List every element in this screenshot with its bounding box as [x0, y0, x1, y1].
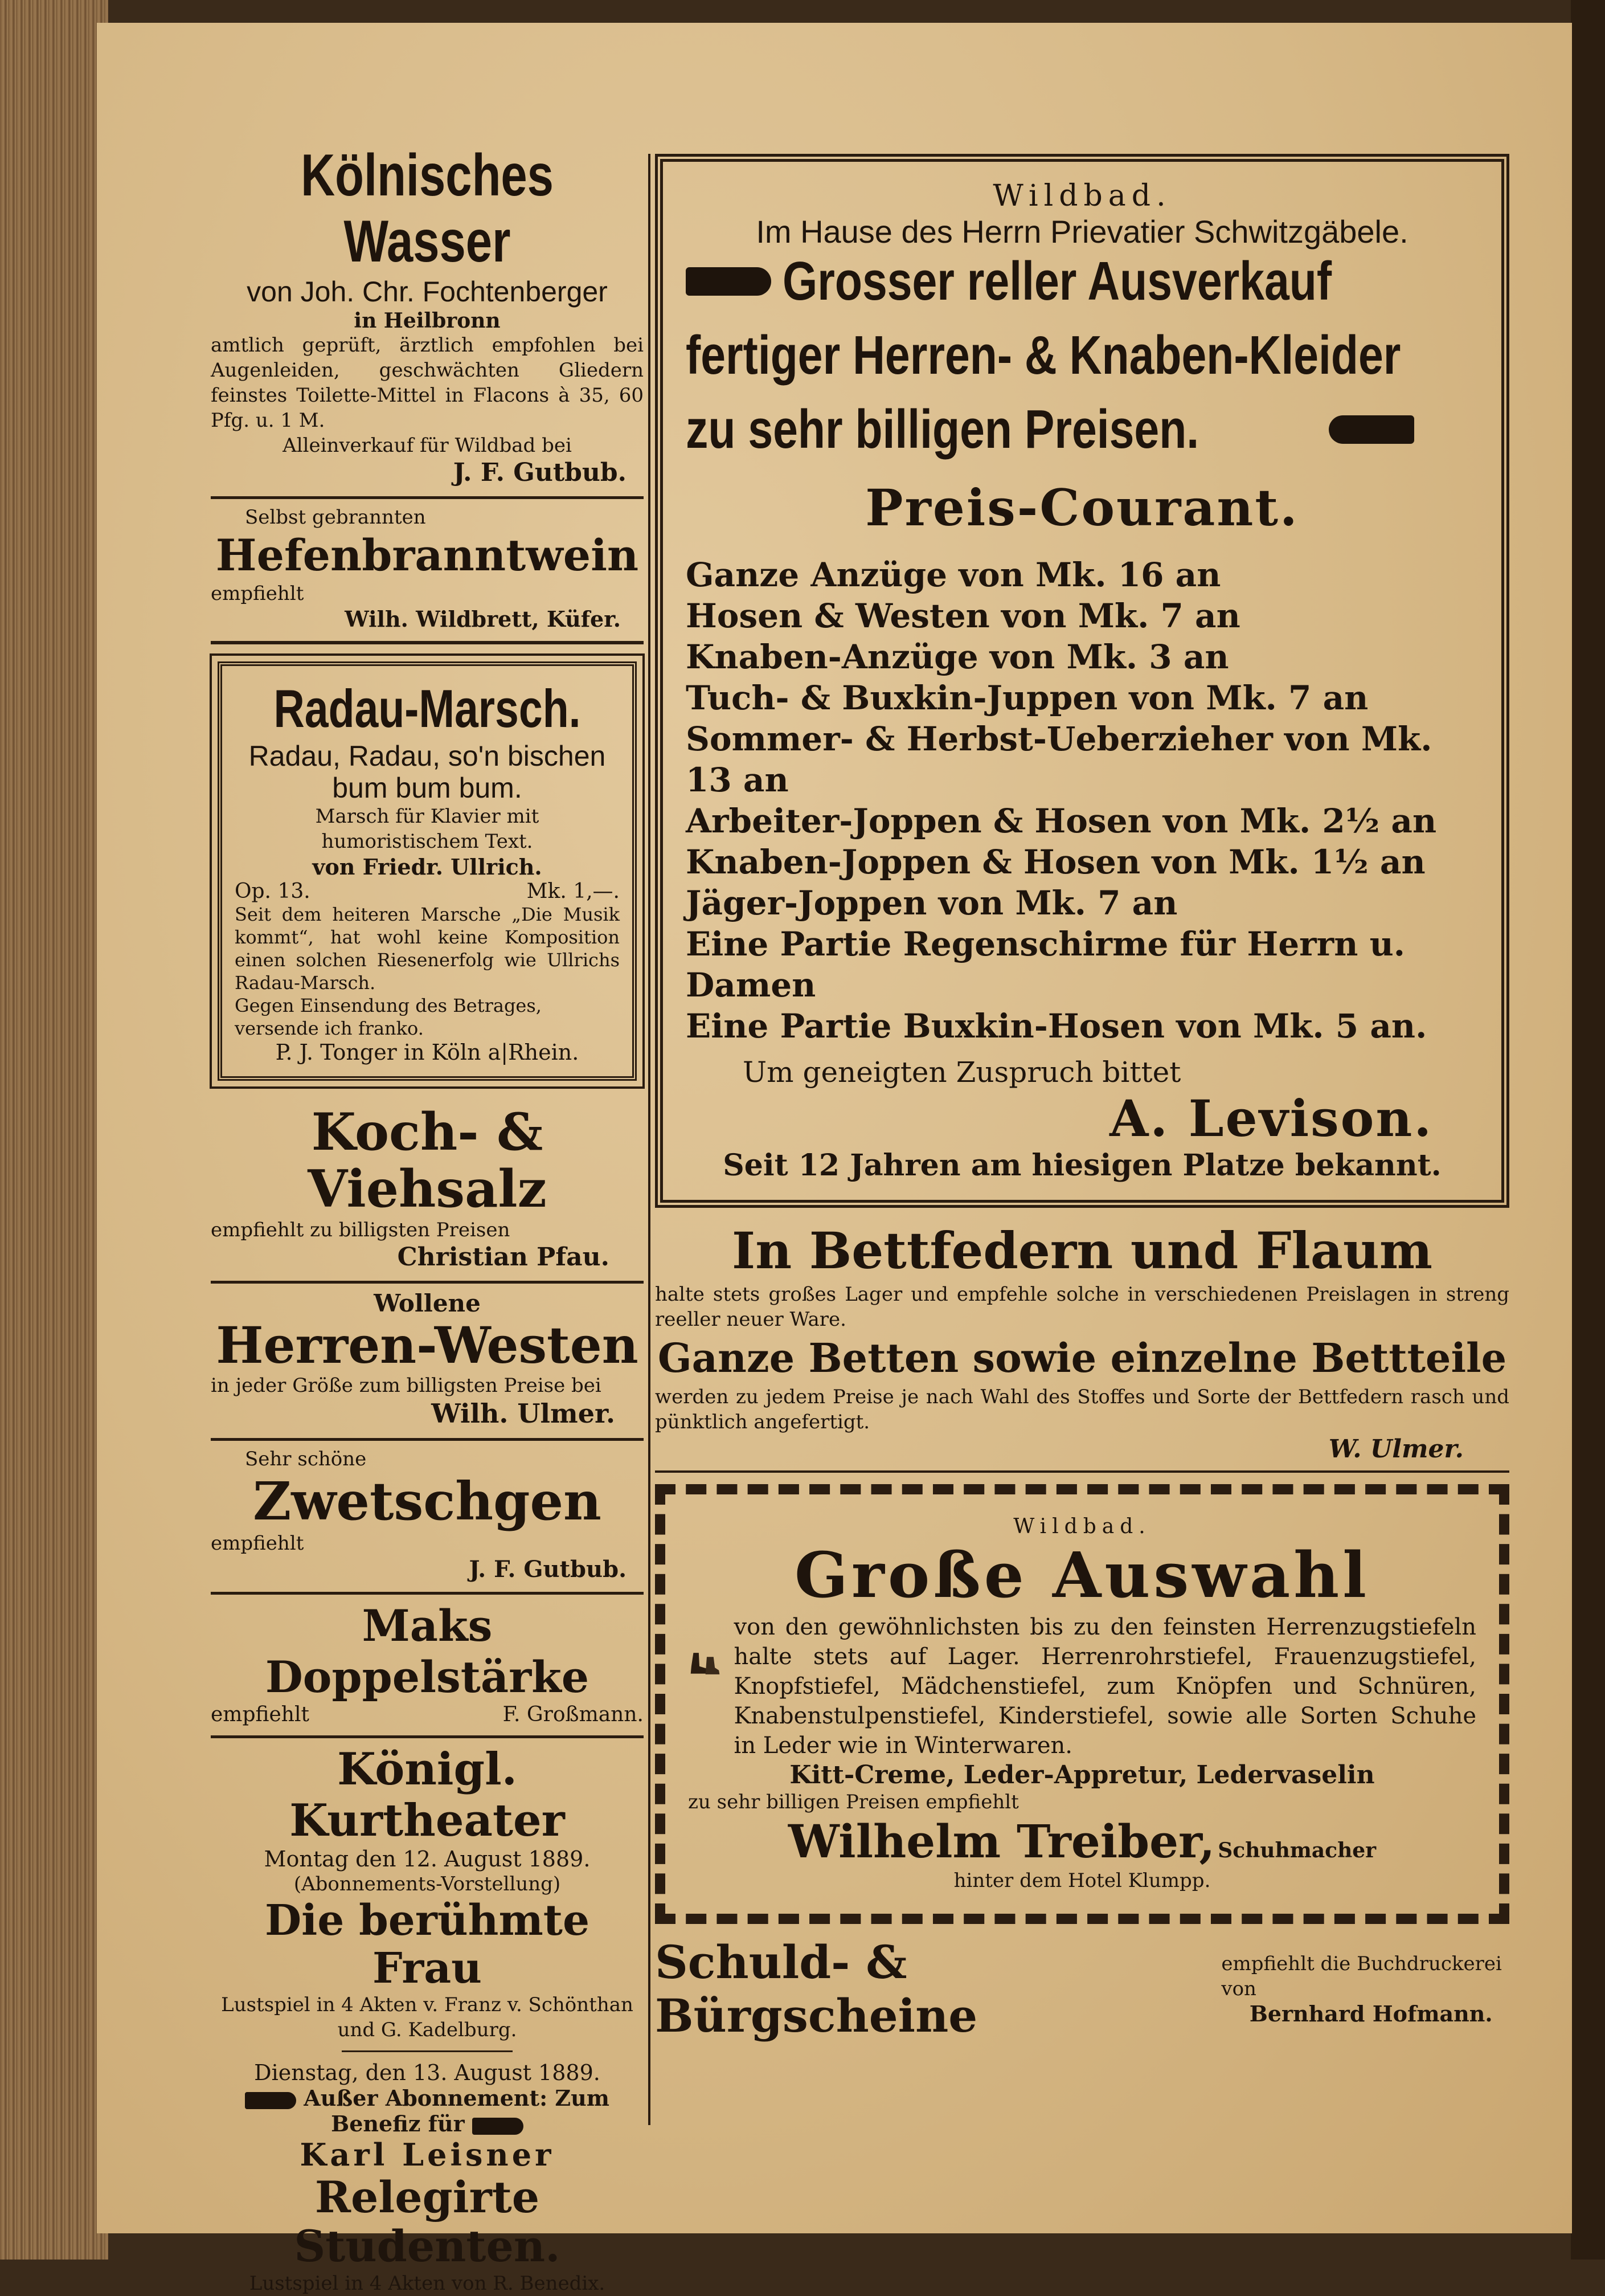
- price-item: Hosen & Westen von Mk. 7 an: [686, 597, 1240, 635]
- ad-wilhelm-treiber: [655, 1484, 1509, 1924]
- ad-date1: Montag den 12. August 1889.: [264, 1846, 591, 1872]
- book-spine: [0, 0, 108, 2260]
- ad-name: Wilhelm Treiber,: [788, 1815, 1215, 1868]
- ad-courant: Preis-Courant.: [865, 478, 1299, 537]
- ad-send: Gegen Einsendung des Betrages, versende ich franko.: [235, 995, 542, 1039]
- ad-composer: von Friedr. Ullrich.: [312, 854, 542, 880]
- ad-herren-westen: [211, 1284, 644, 1441]
- ad-bettfedern: [655, 1219, 1509, 1473]
- pointing-hand-icon: [686, 267, 771, 296]
- ad-schuldscheine: [655, 1935, 1521, 2042]
- ad-title: Maks Doppelstärke: [265, 1600, 589, 1702]
- ad-beneficiary: Karl Leisner: [300, 2136, 555, 2173]
- ad-town: Wildbad.: [1013, 1515, 1151, 1538]
- ad-abo: (Abonnements-Vorstellung): [293, 1873, 561, 1895]
- ad-rec: empfiehlt zu billigsten Preisen: [211, 1219, 510, 1241]
- ad-body: Seit dem heiteren Marsche „Die Musik kommt“, hat wohl keine Komposition einen solchen Riesenerfolg wie Ullrichs Radau-Marsch.: [235, 904, 620, 994]
- ad-rec: empfiehlt: [211, 1532, 304, 1555]
- ad-body1: von den gewöhnlichsten bis zu den feinsten Herrenzugstiefeln halte stets auf Lager. Herrenrohrstiefel, Frauenzugstiefel, Knopfstiefel, Mädchenstiefel, zum Knöpfen und Schnüren, Knabenstulpenstiefel, Kinderstiefel, sowie alle Sorten Schuhe in Leder wie in Winterwaren.: [734, 1614, 1476, 1759]
- price-item: Eine Partie Regenschirme für Herrn u. Damen: [686, 925, 1405, 1004]
- ad-title: Große Auswahl: [794, 1538, 1370, 1612]
- ad-title: In Bettfedern und Flaum: [732, 1221, 1432, 1280]
- ad-addr: hinter dem Hotel Klumpp.: [953, 1869, 1211, 1892]
- pointing-hand-icon: [1329, 415, 1414, 444]
- column-divider: [648, 154, 650, 2125]
- ad-hefenbranntwein: [211, 499, 644, 644]
- ad-title: Schuld- & Bürgscheine: [655, 1935, 978, 2042]
- ad-seller: Wilh. Ulmer.: [431, 1398, 615, 1429]
- ad-pre: Wollene: [374, 1289, 481, 1317]
- ad-koelnisch-wasser: [211, 137, 644, 499]
- ad-body: in jeder Größe zum billigsten Preise bei: [211, 1374, 601, 1397]
- ad-seller: Christian Pfau.: [397, 1243, 609, 1272]
- ad-desc2: Lustspiel in 4 Akten von R. Benedix.: [249, 2272, 605, 2295]
- ad-rec: empfiehlt: [211, 1703, 309, 1726]
- left-column: [211, 137, 644, 2296]
- ad-name: A. Levison.: [1109, 1089, 1433, 1148]
- ad-seller: F. Großmann.: [502, 1703, 644, 1726]
- price-item: Arbeiter-Joppen & Hosen von Mk. 2½ an: [686, 802, 1437, 840]
- ad-pre: Selbst gebrannten: [245, 506, 426, 529]
- ad-rec: empfiehlt: [211, 582, 304, 605]
- ad-extra: Außer Abonnement: Zum Benefiz für: [304, 2085, 609, 2136]
- ad-date2: Dienstag, den 13. August 1889.: [254, 2060, 600, 2085]
- ad-title: Radau-Marsch.: [273, 679, 581, 738]
- ad-title2: Ganze Betten sowie einzelne Bettteile: [657, 1334, 1507, 1382]
- ad-desc1: Lustspiel in 4 Akten v. Franz v. Schönthan und G. Kadelburg.: [221, 1993, 633, 2041]
- pointing-hand-icon: [472, 2118, 523, 2135]
- ad-play2: Relegirte Studenten.: [294, 2172, 560, 2272]
- ad-title: Königl. Kurtheater: [289, 1743, 565, 1846]
- ad-line1: Radau, Radau, so'n bischen bum bum bum.: [248, 740, 606, 804]
- ad-maks-doppelstaerke: [211, 1595, 644, 1738]
- price-item: Knaben-Joppen & Hosen von Mk. 1½ an: [686, 843, 1426, 881]
- ad-radau-marsch: [218, 661, 637, 1081]
- ad-seller: W. Ulmer.: [1328, 1435, 1464, 1464]
- ad-title: Herren-Westen: [216, 1315, 638, 1375]
- price-list: [686, 554, 1479, 1047]
- ad-head1: Grosser reller Ausverkauf: [783, 251, 1332, 312]
- ad-house: Im Hause des Herrn Prievatier Schwitzgäbele.: [756, 214, 1409, 250]
- ad-body3: zu sehr billigen Preisen empfiehlt: [688, 1791, 1019, 1813]
- price-item: Tuch- & Buxkin-Juppen von Mk. 7 an: [686, 679, 1369, 717]
- ad-pre: Sehr schöne: [245, 1448, 367, 1470]
- ad-body1: halte stets großes Lager und empfehle solche in verschiedenen Preislagen in streng reeller neuer Ware.: [655, 1283, 1509, 1331]
- ad-head2: fertiger Herren- & Knaben-Kleider: [686, 325, 1401, 386]
- ad-trade: Schuhmacher: [1218, 1839, 1377, 1862]
- ad-line2: Marsch für Klavier mit humoristischem Text.: [315, 805, 539, 853]
- ad-body2: Kitt-Creme, Leder-Appretur, Ledervaselin: [789, 1760, 1375, 1790]
- ad-town: Wildbad.: [993, 179, 1172, 213]
- ad-zwetschgen: [211, 1441, 644, 1595]
- price-item: Ganze Anzüge von Mk. 16 an: [686, 555, 1221, 594]
- price-item: Eine Partie Buxkin-Hosen von Mk. 5 an.: [686, 1007, 1427, 1045]
- ad-viehsalz: [211, 1098, 644, 1284]
- ad-title: Zwetschgen: [253, 1470, 601, 1532]
- pointing-hand-icon: [245, 2092, 296, 2109]
- ad-seller: J. F. Gutbub.: [469, 1556, 627, 1583]
- ad-printer: Bernhard Hofmann.: [1249, 2001, 1493, 2027]
- ad-body: amtlich geprüft, ärztlich empfohlen bei Augenleiden, geschwächten Gliedern feinstes Toilette-Mittel in Flacons à 35, 60 Pfg. u. 1 M.: [211, 334, 644, 432]
- price-item: Knaben-Anzüge von Mk. 3 an: [686, 638, 1229, 676]
- price-item: Sommer- & Herbst-Ueberzieher von Mk. 13 an: [686, 720, 1432, 799]
- ad-seller: Wilh. Wildbrett, Küfer.: [345, 606, 621, 632]
- ad-title: Hefenbranntwein: [215, 530, 639, 581]
- ad-rec: empfiehlt die Buchdruckerei von: [1221, 1952, 1502, 2000]
- ad-title: Kölnisches Wasser: [301, 142, 554, 275]
- ad-levison: [655, 154, 1509, 1208]
- ad-place: in Heilbronn: [354, 309, 501, 333]
- ad-body2: werden zu jedem Preise je nach Wahl des Stoffes und Sorte der Bettfedern rasch und pünktlich angefertigt.: [655, 1386, 1509, 1433]
- ad-title: Koch- & Viehsalz: [308, 1102, 547, 1219]
- ad-since: Seit 12 Jahren am hiesigen Platze bekannt.: [723, 1148, 1442, 1183]
- ad-play1: Die berühmte Frau: [264, 1896, 590, 1993]
- ad-seller: J. F. Gutbub.: [453, 458, 627, 487]
- ad-opus: Op. 13.: [235, 880, 310, 903]
- ad-kurtheater: [211, 1738, 644, 2296]
- ad-appeal: Um geneigten Zuspruch bittet: [743, 1056, 1181, 1089]
- price-item: Jäger-Joppen von Mk. 7 an: [686, 884, 1178, 922]
- ad-maker: von Joh. Chr. Fochtenberger: [247, 276, 608, 308]
- right-column: [655, 154, 1521, 2042]
- ad-price: Mk. 1,—.: [526, 880, 620, 903]
- ad-publisher: P. J. Tonger in Köln a|Rhein.: [275, 1040, 579, 1065]
- boot-icon: [688, 1612, 720, 1715]
- page-edge: [1571, 0, 1605, 2260]
- ad-sale: Alleinverkauf für Wildbad bei: [282, 434, 572, 457]
- ad-head3: zu sehr billigen Preisen.: [686, 399, 1199, 460]
